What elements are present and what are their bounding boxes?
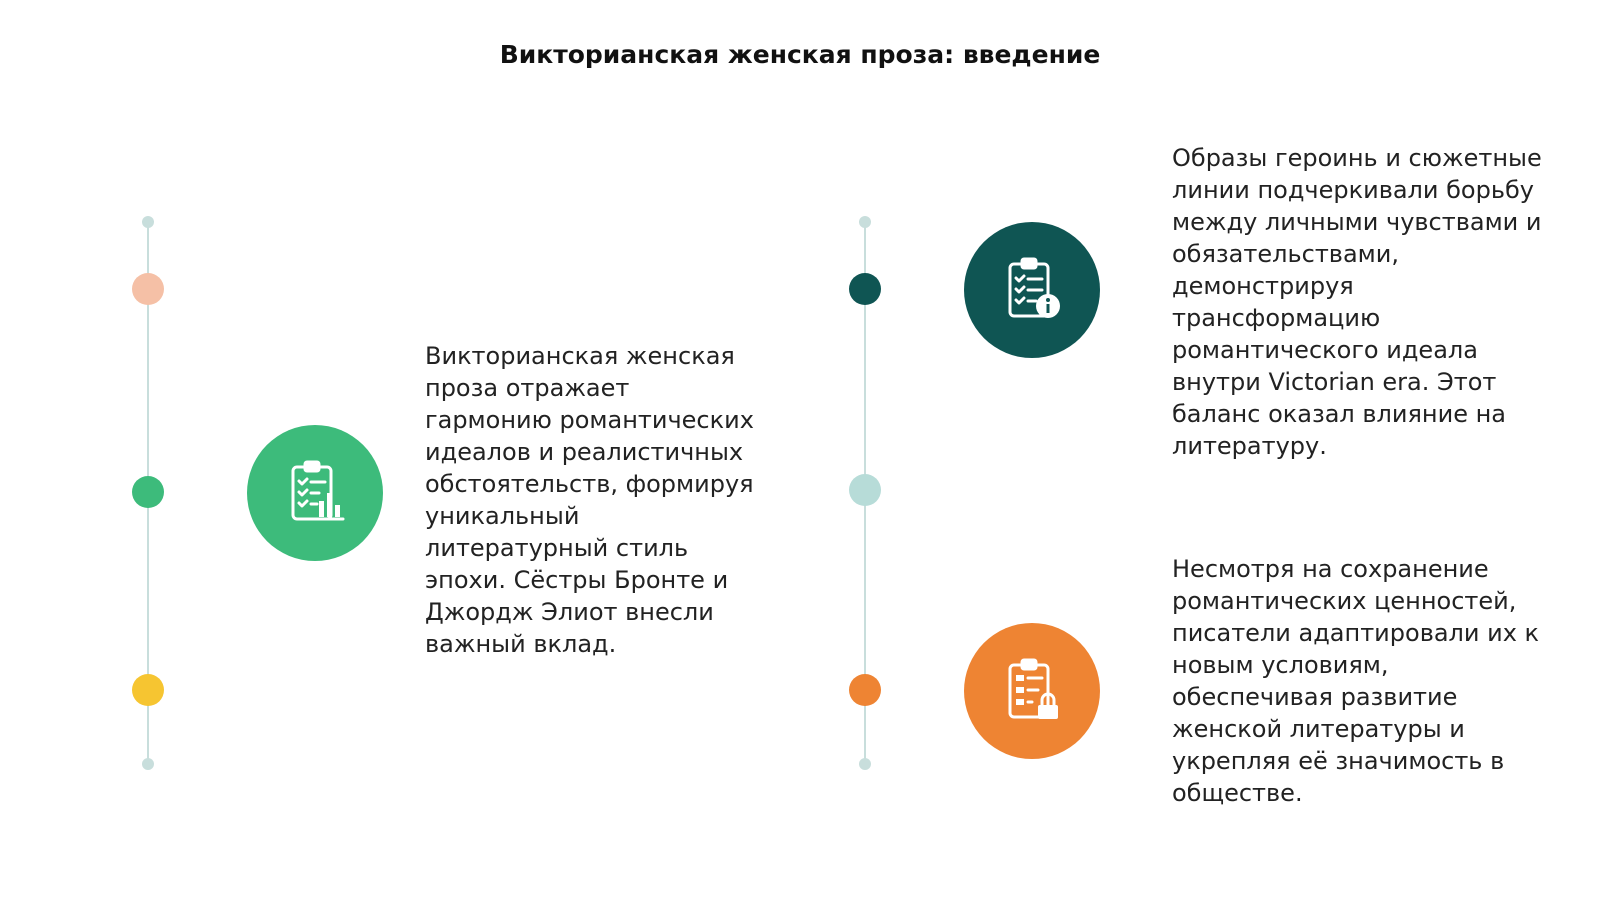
- left-timeline-end-top: [142, 216, 154, 228]
- right-timeline-dot-3: [849, 674, 881, 706]
- page-title: Викторианская женская проза: введение: [499, 40, 1101, 69]
- clipboard-info-icon: [964, 222, 1100, 358]
- left-timeline-end-bottom: [142, 758, 154, 770]
- left-timeline-dot-3: [132, 674, 164, 706]
- right-timeline-dot-2: [849, 474, 881, 506]
- left-timeline-dot-2: [132, 476, 164, 508]
- right-timeline-end-bottom: [859, 758, 871, 770]
- block-text-2: Образы героинь и сюжетные линии подчеркивали борьбу между личными чувствами и обязательствами, демонстрируя трансформацию романтического идеала внутри Victorian era. Этот баланс оказал влияние на литературу.: [1172, 144, 1542, 460]
- right-timeline-end-top: [859, 216, 871, 228]
- left-timeline-dot-1: [132, 273, 164, 305]
- block-text-1: Викторианская женская проза отражает гармонию романтических идеалов и реалистичных обстоятельств, формируя уникальный литературный стиль эпохи. Сёстры Бронте и Джордж Элиот внесли важный вклад.: [425, 342, 754, 658]
- block-text-3: Несмотря на сохранение романтических ценностей, писатели адаптировали их к новым условиям, обеспечивая развитие женской литературы и укрепляя её значимость в обществе.: [1172, 555, 1540, 807]
- clipboard-chart-icon: [247, 425, 383, 561]
- clipboard-lock-icon: [964, 623, 1100, 759]
- right-timeline-dot-1: [849, 273, 881, 305]
